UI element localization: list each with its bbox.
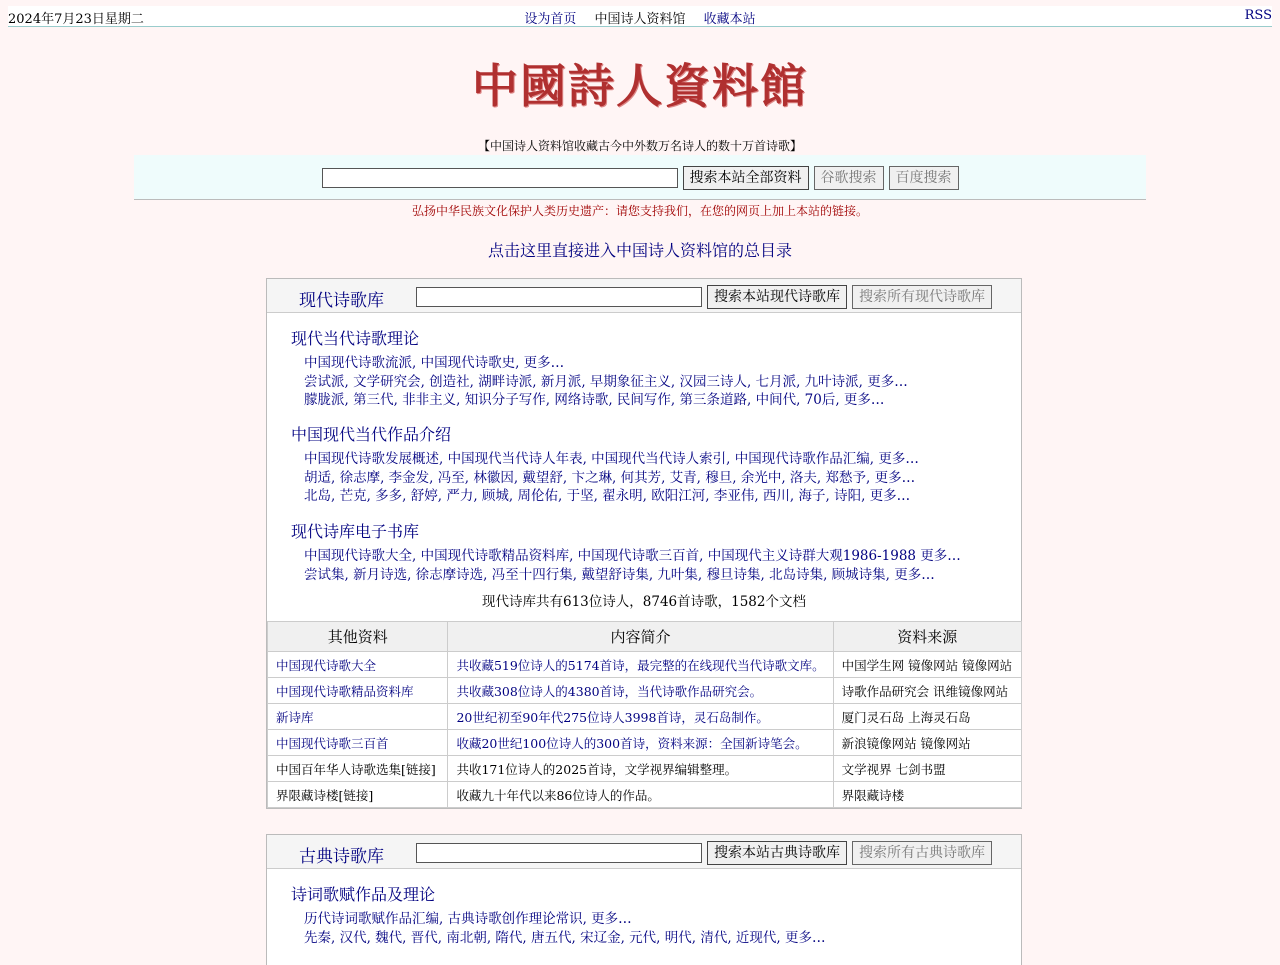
resource-source[interactable]: 中国学生网 镜像网站 镜像网站 [833, 652, 1021, 678]
table-row [268, 704, 1022, 730]
support-notice: 弘扬中华民族文化保护人类历史遗产：请您支持我们，在您的网页上加上本站的链接。 [411, 204, 868, 218]
main-search-input[interactable] [322, 168, 678, 188]
resource-source[interactable]: 新浪镜像网站 镜像网站 [833, 730, 1021, 756]
section-links-modern-ebooks [304, 547, 961, 584]
modern-panel-header [267, 279, 1021, 313]
resource-name[interactable]: 中国现代诗歌精品资料库 [268, 678, 448, 704]
bookmark-link[interactable]: 收藏本站 [703, 12, 756, 27]
modern-poetry-panel [266, 278, 1022, 809]
link-line[interactable]: 中国现代诗歌流派, 中国现代诗歌史, 更多… [304, 355, 565, 371]
resource-name[interactable]: 中国现代诗歌三百首 [268, 730, 448, 756]
baidu-search-button[interactable]: 百度搜索 [889, 166, 959, 190]
google-search-button[interactable]: 谷歌搜索 [814, 166, 884, 190]
modern-all-search-button[interactable]: 搜索所有现代诗歌库 [852, 285, 992, 309]
link-line[interactable]: 胡适, 徐志摩, 李金发, 冯至, 林徽因, 戴望舒, 卞之琳, 何其芳, 艾青, 穆旦, 余光中, 洛夫, 郑愁予, 更多… [304, 469, 916, 486]
resource-source[interactable]: 厦门灵石岛 上海灵石岛 [833, 704, 1021, 730]
section-title-modern-works[interactable]: 中国现代当代作品介绍 [291, 425, 452, 444]
modern-site-search-button[interactable]: 搜索本站现代诗歌库 [707, 285, 847, 309]
table-header: 资料来源 [833, 622, 1021, 652]
table-row [268, 678, 1022, 704]
classic-poetry-panel [266, 834, 1022, 965]
main-search-bar [134, 155, 1146, 200]
resource-name[interactable]: 中国百年华人诗歌选集[链接] [268, 756, 448, 782]
section-links-classic-works [304, 910, 826, 947]
resource-desc[interactable]: 共收藏519位诗人的5174首诗，最完整的在线现代当代诗歌文库。 [448, 652, 833, 678]
section-title-modern-ebooks[interactable]: 现代诗库电子书库 [291, 522, 420, 541]
section-links-modern-works [304, 450, 919, 506]
link-line[interactable]: 北岛, 芒克, 多多, 舒婷, 严力, 顾城, 周伦佑, 于坚, 翟永明, 欧阳江河, 李亚伟, 西川, 海子, 诗阳, 更多… [304, 488, 911, 504]
table-row [268, 782, 1022, 808]
table-header: 内容简介 [448, 622, 833, 652]
link-line[interactable]: 历代诗词歌赋作品汇编, 古典诗歌创作理论常识, 更多… [304, 911, 632, 927]
rss-link[interactable]: RSS [1244, 8, 1272, 23]
classic-all-search-button[interactable]: 搜索所有古典诗歌库 [852, 841, 992, 865]
link-line[interactable]: 中国现代诗歌发展概述, 中国现代当代诗人年表, 中国现代当代诗人索引, 中国现代诗歌作品汇编, 更多… [304, 451, 919, 467]
top-bar [8, 6, 1272, 27]
classic-search-input[interactable] [416, 843, 702, 863]
classic-panel-header [267, 835, 1021, 869]
resource-name[interactable]: 界限藏诗楼[链接] [268, 782, 448, 808]
table-row [268, 652, 1022, 678]
search-all-button[interactable]: 搜索本站全部资料 [683, 166, 809, 190]
set-homepage-link[interactable]: 设为首页 [524, 12, 577, 27]
resource-source[interactable]: 文学视界 七剑书盟 [833, 756, 1021, 782]
current-date: 2024年7月23日星期二 [8, 12, 144, 27]
link-line[interactable]: 中国现代诗歌大全, 中国现代诗歌精品资料库, 中国现代诗歌三百首, 中国现代主义诗群大观1986-1988 更多… [304, 548, 961, 564]
modern-resources-table [267, 621, 1022, 808]
resource-desc[interactable]: 收藏20世纪100位诗人的300首诗，资料来源：全国新诗笔会。 [448, 730, 833, 756]
table-row [268, 730, 1022, 756]
site-logo[interactable]: 中國詩人資料館 [472, 59, 808, 113]
classic-poetry-title[interactable]: 古典诗歌库 [299, 847, 384, 867]
link-line[interactable]: 朦胧派, 第三代, 非非主义, 知识分子写作, 网络诗歌, 民间写作, 第三条道路, 中间代, 70后, 更多… [304, 392, 885, 408]
table-row [268, 756, 1022, 782]
section-title-classic-works[interactable]: 诗词歌赋作品及理论 [291, 885, 436, 904]
modern-search-input[interactable] [416, 287, 702, 307]
resource-source[interactable]: 诗歌作品研究会 讯维镜像网站 [833, 678, 1021, 704]
section-links-modern-theory [304, 354, 908, 410]
resource-name[interactable]: 中国现代诗歌大全 [268, 652, 448, 678]
section-title-modern-theory[interactable]: 现代当代诗歌理论 [291, 329, 420, 348]
table-header: 其他资料 [268, 622, 448, 652]
link-line[interactable]: 尝试派, 文学研究会, 创造社, 湖畔诗派, 新月派, 早期象征主义, 汉园三诗人, 七月派, 九叶诗派, 更多… [304, 373, 908, 390]
link-line[interactable]: 尝试集, 新月诗选, 徐志摩诗选, 冯至十四行集, 戴望舒诗集, 九叶集, 穆旦诗集, 北岛诗集, 顾城诗集, 更多… [304, 566, 935, 583]
link-line[interactable]: 先秦, 汉代, 魏代, 晋代, 南北朝, 隋代, 唐五代, 宋辽金, 元代, 明代, 清代, 近现代, 更多… [304, 929, 826, 946]
classic-site-search-button[interactable]: 搜索本站古典诗歌库 [707, 841, 847, 865]
resource-source[interactable]: 界限藏诗楼 [833, 782, 1021, 808]
resource-name[interactable]: 新诗库 [268, 704, 448, 730]
site-name-label: 中国诗人资料馆 [594, 12, 686, 27]
resource-desc: 收藏九十年代以来86位诗人的作品。 [448, 782, 833, 808]
main-directory-link[interactable]: 点击这里直接进入中国诗人资料馆的总目录 [487, 241, 792, 260]
modern-summary: 现代诗库共有613位诗人，8746首诗歌，1582个文档 [482, 594, 806, 610]
tagline: 【中国诗人资料馆收藏古今中外数万名诗人的数十万首诗歌】 [477, 139, 802, 153]
resource-desc[interactable]: 20世纪初至90年代275位诗人3998首诗，灵石岛制作。 [448, 704, 833, 730]
modern-poetry-title[interactable]: 现代诗歌库 [299, 291, 384, 311]
resource-desc[interactable]: 共收藏308位诗人的4380首诗，当代诗歌作品研究会。 [448, 678, 833, 704]
resource-desc: 共收171位诗人的2025首诗，文学视界编辑整理。 [448, 756, 833, 782]
